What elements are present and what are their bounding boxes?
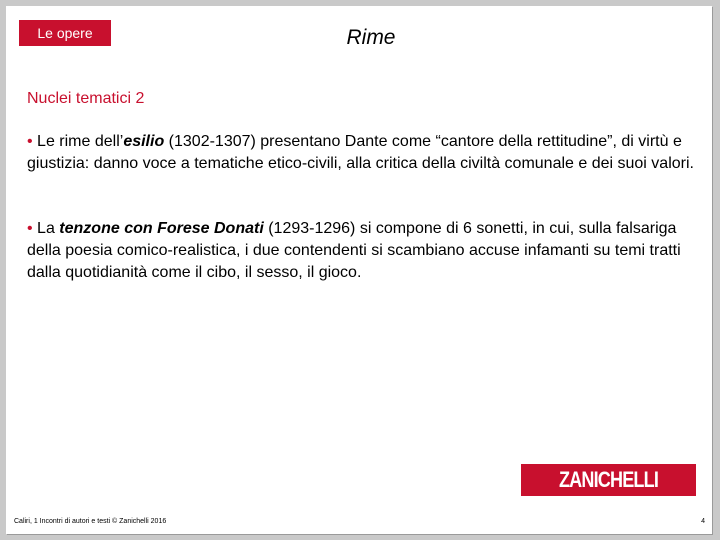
footer-credit: Caliri, 1 Incontri di autori e testi © Zanichelli 2016 — [14, 518, 167, 525]
section-tag: Le opere — [19, 20, 111, 46]
slide — [6, 6, 712, 534]
paragraph-text: Le rime dell’ — [32, 133, 124, 150]
section-subtitle: Nuclei tematici 2 — [27, 90, 145, 107]
publisher-logo-text: ZANICHELLI — [558, 467, 659, 492]
paragraph-tenzone — [27, 218, 702, 284]
paragraph-text: La — [32, 220, 60, 237]
paragraph-exile — [27, 131, 702, 175]
paragraph-text: (1293-1296) si compone di 6 sonetti, in cui, sulla falsariga della poesia comico-realistica, i due contendenti si scambiano accuse infamanti su temi tratti dalla quotidianità come il cibo, il sesso, il gioco. — [27, 220, 681, 281]
bullet-marker: • — [27, 220, 33, 237]
slide-title: Rime — [346, 26, 396, 49]
bullet-marker: • — [27, 133, 33, 150]
publisher-logo — [521, 464, 696, 496]
page-number: 4 — [701, 518, 705, 525]
paragraph-emphasis: tenzone con Forese Donati — [59, 220, 264, 237]
paragraph-text: (1302-1307) presentano Dante come “cantore della rettitudine”, di virtù e giustizia: danno voce a tematiche etico-civili, alla critica della civiltà comunale e dei suoi valori. — [27, 133, 694, 172]
paragraph-emphasis: esilio — [123, 133, 165, 150]
